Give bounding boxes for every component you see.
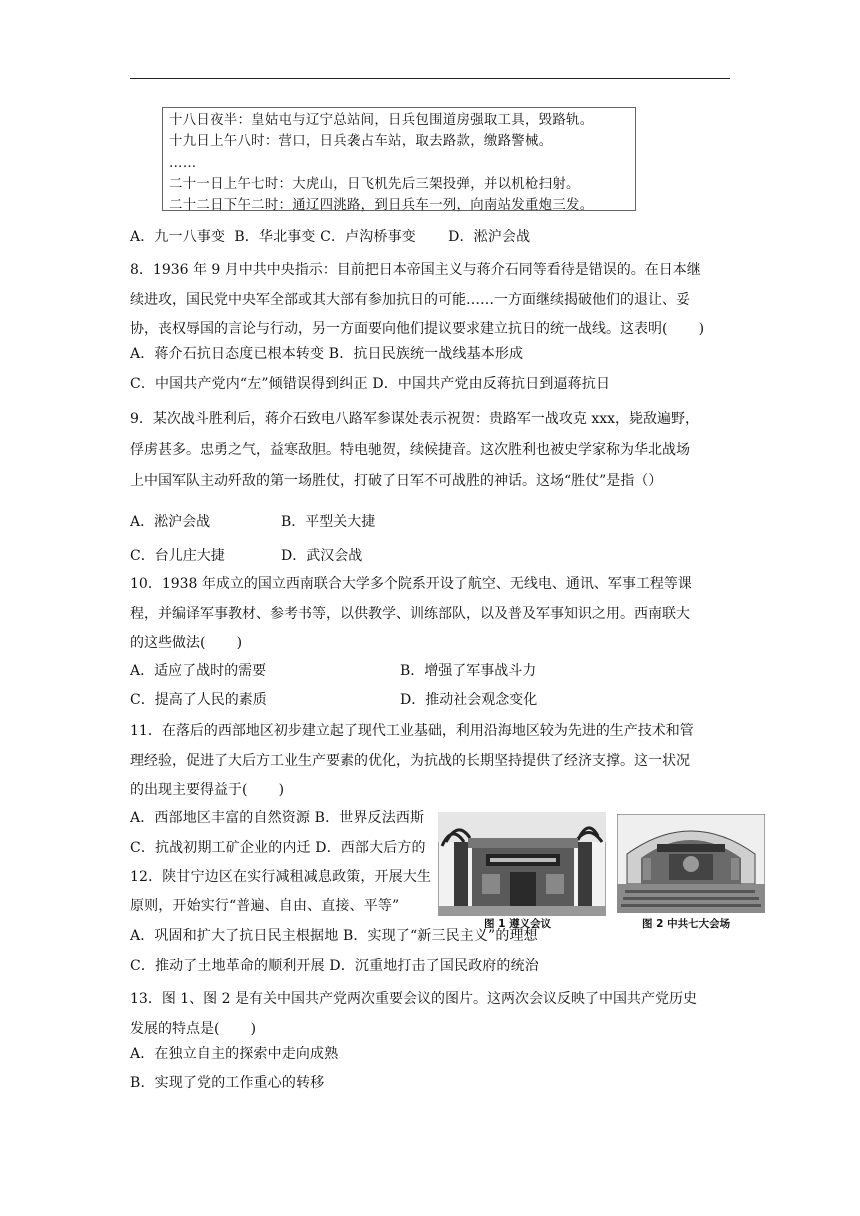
q9-stem-line: 俘虏甚多。忠勇之气，益寒敌胆。特电驰贺，续候捷音。这次胜利也被史学家称为华北战场 [130,442,690,458]
q13-option-b: B．实现了党的工作重心的转移 [130,1075,325,1091]
q10-stem [130,570,730,659]
q10-stem-line: 10．1938 年成立的国立西南联合大学多个院系开设了航空、无线电、通讯、军事工程等课 [130,576,692,592]
q11-option-ab: A．西部地区丰富的自然资源 B．世界反法西斯 [130,810,425,826]
q8-stem-line: 协，丧权辱国的言论与行动，另一方面要向他们提议要求建立抗日的统一战线。这表明( ) [130,321,705,337]
q13-option-a: A．在独立自主的探索中走向成熟 [130,1046,339,1062]
q10-option-a: A．适应了战时的需要 [130,663,267,679]
q11-stem-line: 理经验，促进了大后方工业生产要素的优化，为抗战的长期坚持提供了经济支撑。这一状况 [130,752,690,769]
q12-option-cd: C．推动了土地革命的顺利开展 D．沉重地打击了国民政府的统治 [130,958,539,974]
quote-line: 二十二日下午二时：通辽四洮路，到日兵车一列，向南站发重炮三发。 [169,198,594,214]
figure-2-photo [617,814,765,913]
q9-option-a: A．淞沪会战 [130,514,211,530]
q12-stem-line: 12．陕甘宁边区在实行减租减息政策，开展大生 [130,869,432,885]
quote-line: …… [169,155,197,171]
q8-option-ab: A．蒋介石抗日态度已根本转变 B．抗日民族统一战线基本形成 [130,346,524,362]
q9-option-d: D．武汉会战 [281,548,363,564]
q11-option-cd: C．抗战初期工矿企业的内迁 D．西部大后方的 [130,840,426,856]
q13-stem-line: 发展的特点是( ) [130,1020,257,1037]
q9-stem-line: 上中国军队主动歼敌的第一场胜仗，打破了日军不可战胜的神话。这场“胜仗”是指（） [130,473,663,489]
q11-stem-line: 的出现主要得益于( ) [130,782,285,798]
q12-stem-line: 原则，开始实行“普遍、自由、直接、平等” [130,898,400,914]
q10-option-b: B．增强了军事战斗力 [400,663,537,679]
q8-stem [130,256,730,345]
q11-stem-line: 11．在落后的西部地区初步建立起了现代工业基础，利用沿海地区较为先进的生产技术和管 [130,723,694,739]
quote-line: 十八日夜半：皇姑屯与辽宁总站间，日兵包围道房强取工具，毁路轨。 [169,113,594,128]
header-rule [130,78,730,79]
q8-stem-line: 续进攻，国民党中央军全部或其大部有参加抗日的可能……一方面继续揭破他们的退让、妥 [130,291,690,308]
q9-option-c: C．台儿庄大捷 [130,548,225,564]
q10-stem-line: 的这些做法( ) [130,635,243,651]
congress-hall-image [617,814,765,913]
q9-stem-line: 9．某次战斗胜利后，蒋介石致电八路军参谋处表示祝贺：贵路军一战攻克 xxx，毙敌遍野， [130,411,700,427]
q7-options: A．九一八事变 B．华北事变 C．卢沟桥事变 D．淞沪会战 [130,229,531,245]
figure-1-photo [438,812,606,916]
q10-option-c: C．提高了人民的素质 [130,692,267,708]
q13-stem [130,985,730,1044]
q8-option-cd: C．中国共产党内“左”倾错误得到纠正 D．中国共产党由反蒋抗日到逼蒋抗日 [130,376,611,392]
q9-option-b: B．平型关大捷 [281,514,376,530]
quote-line: 十九日上午八时：营口，日兵袭占车站，取去路款，缴路警械。 [169,134,553,150]
q9-stem [130,404,730,497]
q8-stem-line: 8．1936 年 9 月中共中央指示：目前把日本帝国主义与蒋介石同等看待是错误的。在日本继 [130,262,701,278]
q11-stem [130,717,730,806]
q13-stem-line: 13．图 1、图 2 是有关中国共产党两次重要会议的图片。这两次会议反映了中国共产党历史 [130,991,697,1007]
zunyi-building-image [438,812,606,916]
quote-box [162,107,636,214]
quote-line: 二十一日上午七时：大虎山，日飞机先后三架投弹，并以机枪扫射。 [169,176,580,192]
q12-option-ab: A．巩固和扩大了抗日民主根据地 B．实现了“新三民主义”的理想 [130,928,538,944]
q10-stem-line: 程，并编译军事教材、参考书等，以供教学、训练部队，以及普及军事知识之用。西南联大 [130,605,690,622]
figure-2-caption: 图 2 中共七大会场 [642,918,731,930]
figure-1-caption: 图 1 遵义会议 [484,918,552,930]
q10-option-d: D．推动社会观念变化 [400,692,538,708]
